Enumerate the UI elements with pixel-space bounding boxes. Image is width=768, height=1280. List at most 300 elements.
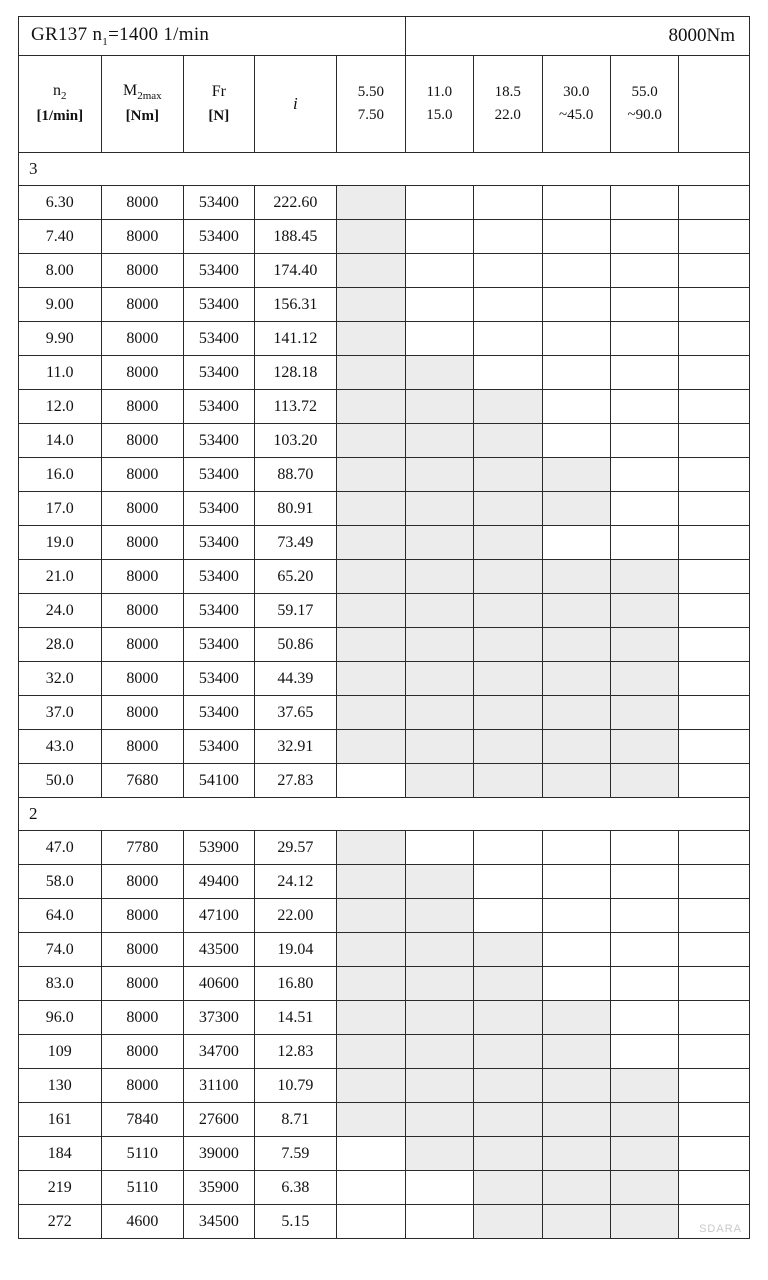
cell-availability-3: [474, 356, 542, 390]
cell-availability-2: [405, 492, 473, 526]
cell-availability-4: [542, 865, 610, 899]
cell-fr: 47100: [184, 899, 254, 933]
cell-n2: 21.0: [19, 560, 102, 594]
cell-n2: 184: [19, 1137, 102, 1171]
cell-i: 22.00: [254, 899, 337, 933]
cell-availability-3: [474, 526, 542, 560]
cell-availability-3: [474, 1035, 542, 1069]
cell-availability-1: [337, 696, 405, 730]
cell-m2max: 8000: [101, 288, 184, 322]
title-model-speed: [19, 17, 406, 56]
cell-availability-3: [474, 322, 542, 356]
cell-fr: 54100: [184, 764, 254, 798]
cell-fr: 53400: [184, 390, 254, 424]
table-row: [19, 696, 750, 730]
cell-availability-1: [337, 967, 405, 1001]
cell-availability-2: [405, 1205, 473, 1239]
cell-availability-5: [610, 458, 678, 492]
spec-sheet: [18, 16, 750, 1239]
cell-m2max: 8000: [101, 933, 184, 967]
title-row: [19, 17, 750, 56]
cell-n2: 58.0: [19, 865, 102, 899]
cell-availability-6: [679, 764, 750, 798]
cell-availability-5: [610, 1035, 678, 1069]
cell-availability-6: [679, 1035, 750, 1069]
cell-availability-4: [542, 390, 610, 424]
cell-n2: 32.0: [19, 662, 102, 696]
cell-availability-2: [405, 186, 473, 220]
cell-m2max: 8000: [101, 730, 184, 764]
cell-n2: 7.40: [19, 220, 102, 254]
header-ratio-3-top: 18.5: [494, 83, 521, 100]
cell-fr: 49400: [184, 865, 254, 899]
cell-availability-5: [610, 764, 678, 798]
cell-availability-6: [679, 1137, 750, 1171]
cell-m2max: 8000: [101, 967, 184, 1001]
cell-n2: 9.90: [19, 322, 102, 356]
cell-availability-4: [542, 628, 610, 662]
cell-availability-3: [474, 967, 542, 1001]
cell-availability-3: [474, 730, 542, 764]
header-ratio-5: [610, 56, 678, 153]
cell-availability-5: [610, 288, 678, 322]
cell-m2max: 8000: [101, 628, 184, 662]
cell-m2max: 8000: [101, 594, 184, 628]
cell-fr: 53400: [184, 730, 254, 764]
cell-availability-1: [337, 526, 405, 560]
cell-availability-4: [542, 696, 610, 730]
cell-availability-6: [679, 424, 750, 458]
cell-availability-3: [474, 288, 542, 322]
cell-availability-1: [337, 628, 405, 662]
cell-fr: 53900: [184, 831, 254, 865]
cell-n2: 14.0: [19, 424, 102, 458]
table-row: [19, 764, 750, 798]
cell-fr: 31100: [184, 1069, 254, 1103]
cell-n2: 74.0: [19, 933, 102, 967]
table-row: [19, 662, 750, 696]
cell-fr: 37300: [184, 1001, 254, 1035]
cell-availability-6: [679, 662, 750, 696]
cell-availability-1: [337, 865, 405, 899]
cell-m2max: 8000: [101, 356, 184, 390]
group-label: 3: [19, 153, 750, 186]
cell-availability-5: [610, 1103, 678, 1137]
cell-i: 24.12: [254, 865, 337, 899]
cell-availability-3: [474, 1171, 542, 1205]
cell-availability-3: [474, 186, 542, 220]
table-row: [19, 492, 750, 526]
title-speed-subscript: 1: [102, 35, 109, 48]
cell-availability-4: [542, 322, 610, 356]
table-row: [19, 424, 750, 458]
cell-n2: 130: [19, 1069, 102, 1103]
cell-availability-5: [610, 967, 678, 1001]
cell-availability-4: [542, 254, 610, 288]
cell-m2max: 8000: [101, 662, 184, 696]
cell-availability-1: [337, 594, 405, 628]
header-ratio-1-bottom: 7.50: [357, 107, 384, 123]
cell-m2max: 7840: [101, 1103, 184, 1137]
cell-i: 222.60: [254, 186, 337, 220]
table-row: [19, 1137, 750, 1171]
cell-m2max: 8000: [101, 424, 184, 458]
cell-availability-4: [542, 967, 610, 1001]
cell-availability-3: [474, 628, 542, 662]
cell-availability-3: [474, 458, 542, 492]
cell-availability-4: [542, 933, 610, 967]
cell-availability-3: [474, 424, 542, 458]
table-row: [19, 594, 750, 628]
cell-m2max: 8000: [101, 1001, 184, 1035]
cell-n2: 50.0: [19, 764, 102, 798]
cell-availability-4: [542, 1103, 610, 1137]
table-row: [19, 865, 750, 899]
cell-m2max: 8000: [101, 220, 184, 254]
cell-n2: 43.0: [19, 730, 102, 764]
cell-i: 27.83: [254, 764, 337, 798]
cell-m2max: 8000: [101, 1035, 184, 1069]
table-row: [19, 390, 750, 424]
header-ratio-1-top: 5.50: [357, 83, 384, 100]
cell-availability-3: [474, 764, 542, 798]
cell-availability-1: [337, 220, 405, 254]
cell-availability-1: [337, 424, 405, 458]
header-ratio-2-top: 11.0: [426, 83, 453, 100]
table-row: [19, 186, 750, 220]
cell-availability-6: [679, 322, 750, 356]
cell-fr: 53400: [184, 492, 254, 526]
table-row: [19, 288, 750, 322]
cell-availability-4: [542, 1171, 610, 1205]
cell-availability-1: [337, 662, 405, 696]
cell-i: 188.45: [254, 220, 337, 254]
cell-availability-3: [474, 594, 542, 628]
cell-availability-4: [542, 288, 610, 322]
cell-n2: 219: [19, 1171, 102, 1205]
header-ratio-2-bottom: 15.0: [426, 107, 453, 123]
cell-i: 128.18: [254, 356, 337, 390]
cell-availability-6: [679, 390, 750, 424]
cell-availability-3: [474, 220, 542, 254]
table-row: [19, 254, 750, 288]
cell-availability-5: [610, 933, 678, 967]
cell-fr: 53400: [184, 424, 254, 458]
cell-availability-2: [405, 933, 473, 967]
cell-availability-4: [542, 1035, 610, 1069]
cell-availability-5: [610, 254, 678, 288]
cell-i: 113.72: [254, 390, 337, 424]
cell-availability-2: [405, 662, 473, 696]
group-label: 2: [19, 798, 750, 831]
cell-availability-5: [610, 1171, 678, 1205]
cell-availability-5: [610, 628, 678, 662]
cell-availability-4: [542, 1205, 610, 1239]
cell-availability-4: [542, 526, 610, 560]
cell-m2max: 8000: [101, 458, 184, 492]
cell-availability-2: [405, 390, 473, 424]
cell-availability-6: [679, 730, 750, 764]
cell-availability-5: [610, 696, 678, 730]
cell-availability-1: [337, 899, 405, 933]
cell-availability-2: [405, 322, 473, 356]
cell-availability-3: [474, 390, 542, 424]
cell-availability-4: [542, 831, 610, 865]
cell-availability-1: [337, 560, 405, 594]
cell-fr: 27600: [184, 1103, 254, 1137]
cell-n2: 37.0: [19, 696, 102, 730]
cell-availability-3: [474, 696, 542, 730]
cell-n2: 161: [19, 1103, 102, 1137]
cell-availability-1: [337, 1001, 405, 1035]
cell-availability-2: [405, 628, 473, 662]
cell-availability-2: [405, 594, 473, 628]
group-label-row: [19, 153, 750, 186]
cell-fr: 53400: [184, 322, 254, 356]
cell-m2max: 8000: [101, 865, 184, 899]
cell-availability-3: [474, 492, 542, 526]
header-m2max-unit: [Nm]: [125, 108, 159, 125]
cell-availability-5: [610, 899, 678, 933]
cell-availability-4: [542, 899, 610, 933]
cell-i: 10.79: [254, 1069, 337, 1103]
cell-availability-5: [610, 390, 678, 424]
cell-m2max: 8000: [101, 322, 184, 356]
cell-availability-1: [337, 390, 405, 424]
cell-availability-5: [610, 186, 678, 220]
cell-availability-4: [542, 186, 610, 220]
cell-availability-4: [542, 1001, 610, 1035]
cell-i: 8.71: [254, 1103, 337, 1137]
cell-availability-2: [405, 526, 473, 560]
cell-availability-4: [542, 220, 610, 254]
cell-availability-1: [337, 1035, 405, 1069]
cell-availability-4: [542, 492, 610, 526]
cell-availability-3: [474, 560, 542, 594]
cell-availability-6: [679, 933, 750, 967]
cell-availability-1: [337, 1137, 405, 1171]
cell-n2: 17.0: [19, 492, 102, 526]
cell-availability-3: [474, 1069, 542, 1103]
header-ratio-1: [337, 56, 405, 153]
table-row: [19, 220, 750, 254]
table-row: [19, 1001, 750, 1035]
cell-availability-5: [610, 662, 678, 696]
cell-fr: 43500: [184, 933, 254, 967]
cell-m2max: 8000: [101, 899, 184, 933]
cell-i: 5.15: [254, 1205, 337, 1239]
cell-availability-1: [337, 1205, 405, 1239]
cell-i: 44.39: [254, 662, 337, 696]
cell-fr: 53400: [184, 662, 254, 696]
cell-i: 103.20: [254, 424, 337, 458]
cell-n2: 6.30: [19, 186, 102, 220]
cell-i: 156.31: [254, 288, 337, 322]
cell-availability-3: [474, 1205, 542, 1239]
group-label-row: [19, 798, 750, 831]
header-m2max-subscript: 2max: [137, 90, 162, 103]
cell-n2: 28.0: [19, 628, 102, 662]
cell-fr: 53400: [184, 186, 254, 220]
cell-availability-1: [337, 356, 405, 390]
cell-i: 16.80: [254, 967, 337, 1001]
cell-fr: 40600: [184, 967, 254, 1001]
header-m2max: [101, 56, 184, 153]
table-row: [19, 933, 750, 967]
table-row: [19, 967, 750, 1001]
cell-m2max: 8000: [101, 526, 184, 560]
cell-availability-6: [679, 492, 750, 526]
cell-availability-1: [337, 933, 405, 967]
cell-availability-6: [679, 628, 750, 662]
table-row: [19, 831, 750, 865]
cell-availability-4: [542, 1137, 610, 1171]
cell-i: 6.38: [254, 1171, 337, 1205]
table-row: [19, 560, 750, 594]
cell-fr: 53400: [184, 254, 254, 288]
cell-availability-4: [542, 662, 610, 696]
cell-availability-5: [610, 1137, 678, 1171]
cell-n2: 8.00: [19, 254, 102, 288]
table-row: [19, 628, 750, 662]
cell-availability-6: [679, 967, 750, 1001]
cell-fr: 53400: [184, 458, 254, 492]
cell-availability-2: [405, 458, 473, 492]
cell-availability-4: [542, 594, 610, 628]
header-fr: [184, 56, 254, 153]
cell-availability-2: [405, 560, 473, 594]
cell-availability-1: [337, 831, 405, 865]
cell-i: 37.65: [254, 696, 337, 730]
cell-availability-5: [610, 1001, 678, 1035]
cell-availability-2: [405, 1137, 473, 1171]
header-m2max-symbol: M: [122, 82, 138, 100]
title-speed-symbol: n: [92, 24, 103, 46]
cell-n2: 12.0: [19, 390, 102, 424]
cell-fr: 53400: [184, 356, 254, 390]
cell-i: 7.59: [254, 1137, 337, 1171]
cell-n2: 9.00: [19, 288, 102, 322]
cell-availability-2: [405, 254, 473, 288]
table-row: [19, 356, 750, 390]
cell-availability-5: [610, 220, 678, 254]
cell-fr: 34700: [184, 1035, 254, 1069]
cell-availability-3: [474, 933, 542, 967]
cell-availability-2: [405, 696, 473, 730]
cell-availability-6: [679, 356, 750, 390]
cell-availability-6: [679, 865, 750, 899]
watermark: SDARA: [699, 1223, 742, 1235]
cell-availability-1: [337, 186, 405, 220]
header-ratio-5-top: 55.0: [631, 83, 658, 100]
table-row: [19, 526, 750, 560]
cell-availability-1: [337, 764, 405, 798]
cell-availability-5: [610, 424, 678, 458]
cell-m2max: 5110: [101, 1137, 184, 1171]
table-row: [19, 1069, 750, 1103]
cell-availability-6: [679, 560, 750, 594]
cell-m2max: 7680: [101, 764, 184, 798]
cell-fr: 53400: [184, 526, 254, 560]
cell-fr: 53400: [184, 220, 254, 254]
cell-availability-5: [610, 730, 678, 764]
cell-n2: 109: [19, 1035, 102, 1069]
table-body: [19, 17, 750, 1239]
cell-availability-6: [679, 220, 750, 254]
cell-availability-3: [474, 831, 542, 865]
cell-availability-2: [405, 356, 473, 390]
cell-availability-6: [679, 899, 750, 933]
cell-availability-4: [542, 356, 610, 390]
cell-n2: 96.0: [19, 1001, 102, 1035]
cell-availability-6: [679, 696, 750, 730]
cell-availability-6: [679, 1069, 750, 1103]
gearbox-selection-table: [18, 16, 750, 1239]
cell-availability-1: [337, 730, 405, 764]
cell-n2: 83.0: [19, 967, 102, 1001]
cell-availability-2: [405, 764, 473, 798]
cell-fr: 39000: [184, 1137, 254, 1171]
cell-fr: 53400: [184, 696, 254, 730]
cell-availability-3: [474, 1103, 542, 1137]
cell-i: 88.70: [254, 458, 337, 492]
header-n2: [19, 56, 102, 153]
column-header-row: [19, 56, 750, 153]
cell-m2max: 5110: [101, 1171, 184, 1205]
cell-availability-1: [337, 288, 405, 322]
table-row: [19, 1035, 750, 1069]
cell-i: 14.51: [254, 1001, 337, 1035]
cell-availability-5: [610, 1069, 678, 1103]
table-row: [19, 458, 750, 492]
cell-availability-6: [679, 186, 750, 220]
cell-availability-2: [405, 1069, 473, 1103]
cell-i: 73.49: [254, 526, 337, 560]
header-i: [254, 56, 337, 153]
cell-availability-5: [610, 865, 678, 899]
cell-m2max: 8000: [101, 696, 184, 730]
cell-n2: 11.0: [19, 356, 102, 390]
header-ratio-4-bottom: ~45.0: [559, 107, 594, 123]
cell-availability-1: [337, 458, 405, 492]
cell-i: 12.83: [254, 1035, 337, 1069]
cell-availability-3: [474, 1001, 542, 1035]
cell-availability-6: [679, 458, 750, 492]
cell-availability-4: [542, 458, 610, 492]
cell-availability-1: [337, 1103, 405, 1137]
header-i-symbol: i: [292, 93, 298, 113]
cell-i: 65.20: [254, 560, 337, 594]
cell-availability-4: [542, 1069, 610, 1103]
title-model: GR137: [31, 24, 88, 46]
cell-availability-1: [337, 1069, 405, 1103]
cell-availability-2: [405, 288, 473, 322]
header-ratio-6: [679, 56, 750, 153]
header-n2-subscript: 2: [61, 90, 67, 103]
table-row: [19, 322, 750, 356]
cell-availability-2: [405, 831, 473, 865]
cell-n2: 47.0: [19, 831, 102, 865]
cell-i: 19.04: [254, 933, 337, 967]
cell-i: 50.86: [254, 628, 337, 662]
cell-availability-4: [542, 424, 610, 458]
cell-availability-2: [405, 424, 473, 458]
cell-availability-4: [542, 764, 610, 798]
cell-fr: 53400: [184, 628, 254, 662]
cell-availability-5: [610, 560, 678, 594]
cell-availability-6: [679, 288, 750, 322]
cell-m2max: 8000: [101, 1069, 184, 1103]
